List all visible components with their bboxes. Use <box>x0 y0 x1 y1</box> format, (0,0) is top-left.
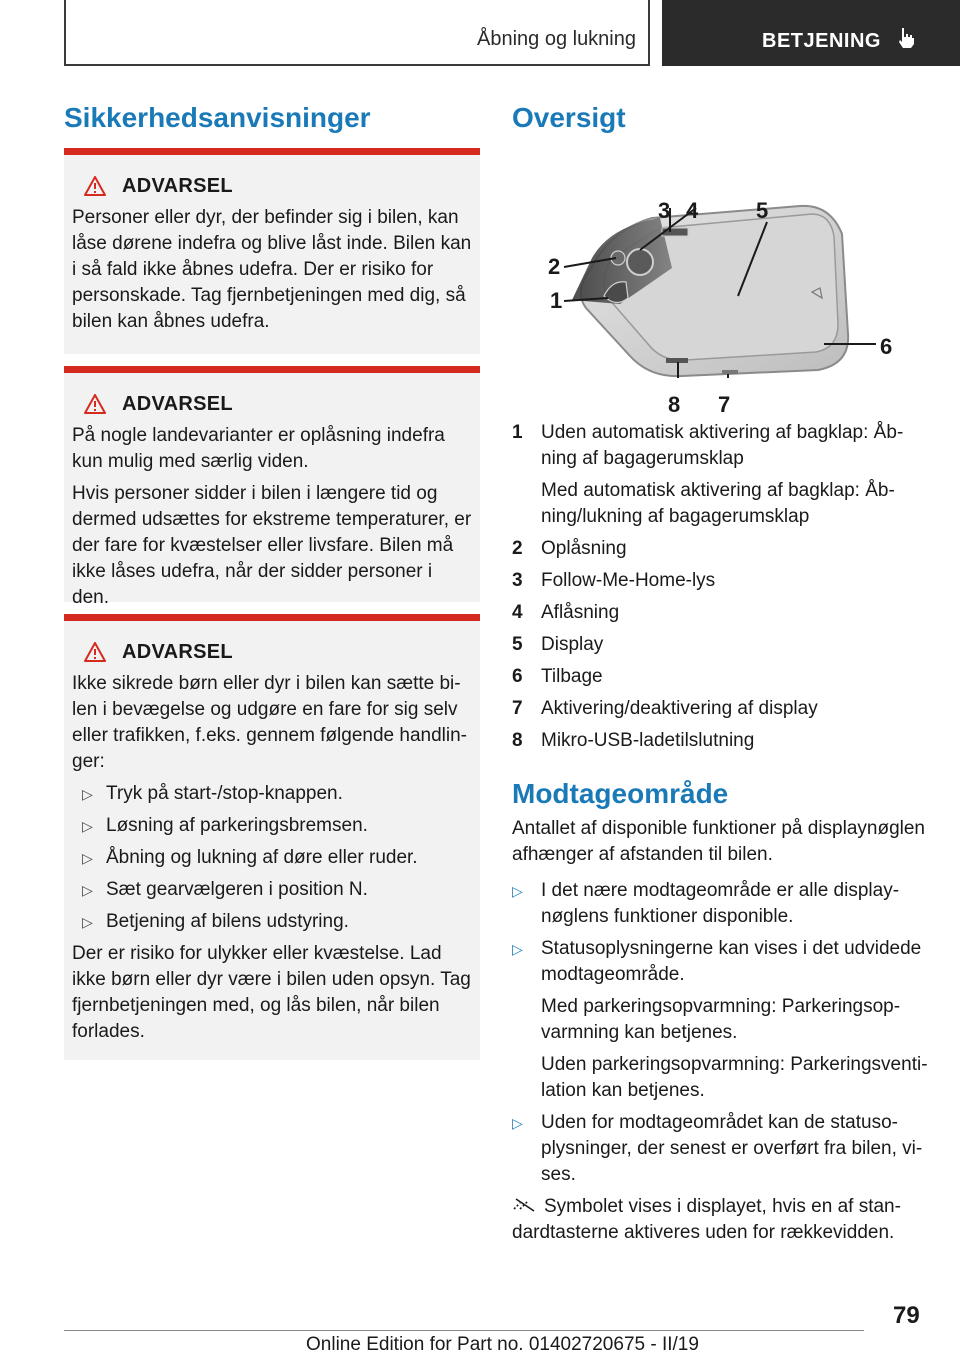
list-item: 2 Oplåsning <box>512 538 627 559</box>
warning-triangle-icon <box>84 394 106 414</box>
callout-5: 5 <box>756 198 769 223</box>
warning-title: ADVARSEL <box>122 392 233 415</box>
safety-heading: Sikkerhedsanvisninger <box>64 102 371 133</box>
warning-box-3 <box>64 614 480 1060</box>
warning-triangle-icon <box>84 642 106 662</box>
display-key-illustration <box>512 148 928 378</box>
list-item: ▷ Åbning og lukning af døre eller ruder. <box>82 845 472 871</box>
page-header <box>64 0 960 66</box>
overview-heading: Oversigt <box>512 102 626 133</box>
section-title: Åbning og lukning <box>476 28 636 50</box>
callout-7: 7 <box>718 392 731 417</box>
warning-title: ADVARSEL <box>122 174 233 197</box>
triangle-bullet-icon: ▷ <box>512 883 523 899</box>
list-item: 6 Tilbage <box>512 666 603 687</box>
out-of-range-symbol-icon <box>512 1197 538 1213</box>
warning-text: Hvis personer sidder i bilen i længere tid og dermed udsættes for ekstreme temperaturer, er der fare for kvæstelser eller livsfare. Bilen må ikke låses udefra, når der sidder personer i den. <box>72 483 472 608</box>
list-item: 1 Uden automatisk aktivering af bagklap: Åbning af bagagerumsklap Med automatisk aktivering af bagklap: Åbning/lukning af bagagerumsklap <box>512 422 904 527</box>
warning-title: ADVARSEL <box>122 640 233 663</box>
warning-text: Personer eller dyr, der befinder sig i bilen, kan låse dørene indefra og blive låst inde. Bilen kan i så fald ikke åbnes udefra. Der er risiko for personskade. Tag fjernbetjeningen med dig, så bilen kan åbnes udefra. <box>72 207 472 332</box>
callout-6: 6 <box>880 334 893 359</box>
triangle-bullet-icon: ▷ <box>82 882 93 898</box>
list-item: ▷ Betjening af bilens udstyring. <box>82 909 472 935</box>
callout-8: 8 <box>668 392 681 417</box>
page-number: 79 <box>893 1302 920 1329</box>
reception-intro: Antallet af disponible funktioner på displaynøglen afhænger af afstanden til bilen. <box>512 818 925 865</box>
list-item: 8 Mikro-USB-ladetilslutning <box>512 730 755 751</box>
triangle-bullet-icon: ▷ <box>82 818 93 834</box>
triangle-bullet-icon: ▷ <box>512 1115 523 1131</box>
warning-triangle-icon <box>84 176 106 196</box>
triangle-bullet-icon: ▷ <box>82 914 93 930</box>
list-item: 5 Display <box>512 634 604 655</box>
warning-text: På nogle landevarianter er oplåsning indefra kun mulig med særlig viden. <box>72 425 445 472</box>
left-column <box>64 100 480 1072</box>
callout-4: 4 <box>686 198 699 223</box>
list-item: ▷ Tryk på start-/stop-knappen. <box>82 781 472 807</box>
warning-text: Der er risiko for ulykker eller kvæstelse. Lad ikke børn eller dyr være i bilen uden opsyn. Tag fjernbetjeningen med, og lås bilen, når bilen forlades. <box>72 943 471 1042</box>
warning-bullet-list <box>72 781 472 935</box>
warning-box-2 <box>64 366 480 608</box>
reception-bullet-list <box>512 878 928 1188</box>
hand-pointer-icon <box>896 26 916 50</box>
chapter-title: BETJENING <box>762 30 881 52</box>
list-item: 7 Aktivering/deaktivering af display <box>512 698 818 719</box>
reception-heading: Modtageområde <box>512 778 729 809</box>
triangle-bullet-icon: ▷ <box>512 941 523 957</box>
warning-box-1 <box>64 148 480 354</box>
triangle-bullet-icon: ▷ <box>82 850 93 866</box>
display-key-figure <box>512 148 928 417</box>
list-item: ▷ Uden for modtageområdet kan de statusoplysninger, der senest er overført fra bilen, vises. <box>512 1112 923 1185</box>
section-tab <box>64 0 650 66</box>
chapter-tab <box>662 0 960 66</box>
callout-3: 3 <box>658 198 671 223</box>
list-item: ▷ I det nære modtageområde er alle displaynøglens funktioner disponible. <box>512 880 900 927</box>
symbol-note: Symbolet vises i displayet, hvis en af standardtasterne aktiveres uden for rækkevidden. <box>512 1196 901 1243</box>
callout-1: 1 <box>550 288 563 313</box>
list-item: 4 Aflåsning <box>512 602 620 623</box>
triangle-bullet-icon: ▷ <box>82 786 93 802</box>
footer-divider <box>64 1330 864 1331</box>
right-column <box>512 100 928 1252</box>
edition-text: Online Edition for Part no. 01402720675 - II/19 <box>306 1334 699 1355</box>
list-item: 3 Follow-Me-Home-lys <box>512 570 716 591</box>
list-item: ▷ Statusoplysningerne kan vises i det udvidede modtageområde. Med parkeringsopvarmning: Parkeringsopvarmning kan betjenes. Uden parkeringsopvarmning: Parkeringsventilation kan betjenes. <box>512 938 928 1101</box>
list-item: ▷ Løsning af parkeringsbremsen. <box>82 813 472 839</box>
list-item: ▷ Sæt gearvælgeren i position N. <box>82 877 472 903</box>
callout-2: 2 <box>548 254 561 279</box>
warning-text: Ikke sikrede børn eller dyr i bilen kan sætte bilen i bevægelse og udgøre en fare for sig selv eller trafikken, f.eks. gennem følgende handlinger: <box>72 673 467 772</box>
overview-legend-list <box>512 420 928 754</box>
